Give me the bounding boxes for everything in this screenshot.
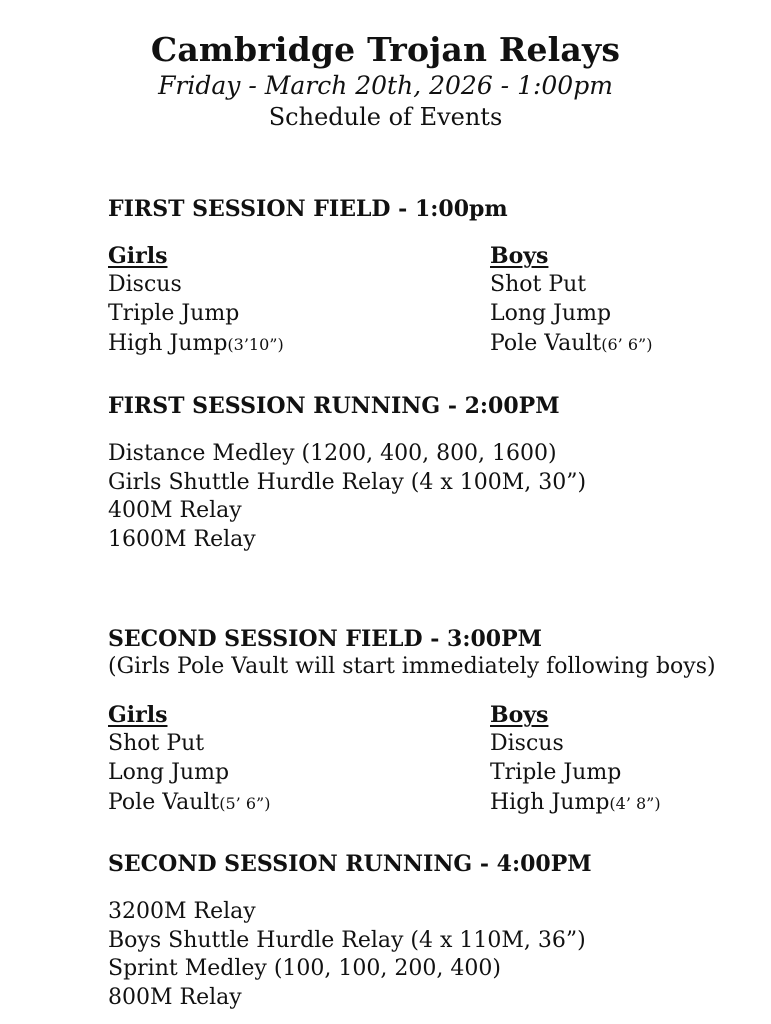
- running-event: Girls Shuttle Hurdle Relay (4 x 100M, 30”): [108, 469, 587, 495]
- first-session-running-list: [108, 440, 586, 554]
- second-session-girls-column: [108, 701, 270, 818]
- running-event: 3200M Relay: [108, 899, 256, 924]
- page-title: Cambridge Trojan Relays: [150, 30, 621, 69]
- first-session-girls-column: [108, 242, 284, 359]
- second-session-boys-column: [490, 701, 661, 818]
- running-event: 400M Relay: [108, 498, 242, 523]
- event-item: Long Jump: [108, 760, 230, 785]
- first-session-boys-column: [490, 242, 652, 359]
- pole-vault-note: (Girls Pole Vault will start immediately following boys): [108, 654, 716, 679]
- event-item: High Jump(4’ 8”): [490, 789, 661, 815]
- girls-column-header: Girls: [108, 243, 168, 269]
- schedule-label: Schedule of Events: [268, 103, 503, 131]
- event-item: Triple Jump: [108, 301, 240, 326]
- boys-column-header: Boys: [490, 702, 549, 728]
- first-session-field-heading: FIRST SESSION FIELD - 1:00pm: [108, 196, 508, 222]
- event-item: Long Jump: [490, 301, 612, 326]
- event-item: Shot Put: [490, 271, 587, 297]
- girls-column-header: Girls: [108, 702, 168, 728]
- running-event: Sprint Medley (100, 100, 200, 400): [108, 956, 501, 981]
- event-item: Discus: [108, 271, 182, 297]
- running-event: 1600M Relay: [108, 526, 256, 552]
- second-session-running-list: [108, 898, 586, 1012]
- document-header: [0, 30, 771, 132]
- event-date-time: Friday - March 20th, 2026 - 1:00pm: [158, 71, 613, 100]
- first-session-running-heading: FIRST SESSION RUNNING - 2:00PM: [108, 393, 560, 419]
- event-item: Shot Put: [108, 730, 205, 756]
- second-session-field-heading: SECOND SESSION FIELD - 3:00PM: [108, 626, 542, 652]
- event-item: Triple Jump: [490, 760, 622, 785]
- event-item: Pole Vault(6’ 6”): [490, 330, 653, 356]
- boys-column-header: Boys: [490, 243, 549, 269]
- second-session-running-heading: SECOND SESSION RUNNING - 4:00PM: [108, 851, 592, 877]
- event-item: Pole Vault(5’ 6”): [108, 789, 271, 815]
- running-event: Distance Medley (1200, 400, 800, 1600): [108, 441, 557, 466]
- event-item: Discus: [490, 730, 564, 756]
- event-item: High Jump(3’10”): [108, 330, 284, 356]
- running-event: Boys Shuttle Hurdle Relay (4 x 110M, 36”): [108, 927, 586, 953]
- running-event: 800M Relay: [108, 984, 242, 1010]
